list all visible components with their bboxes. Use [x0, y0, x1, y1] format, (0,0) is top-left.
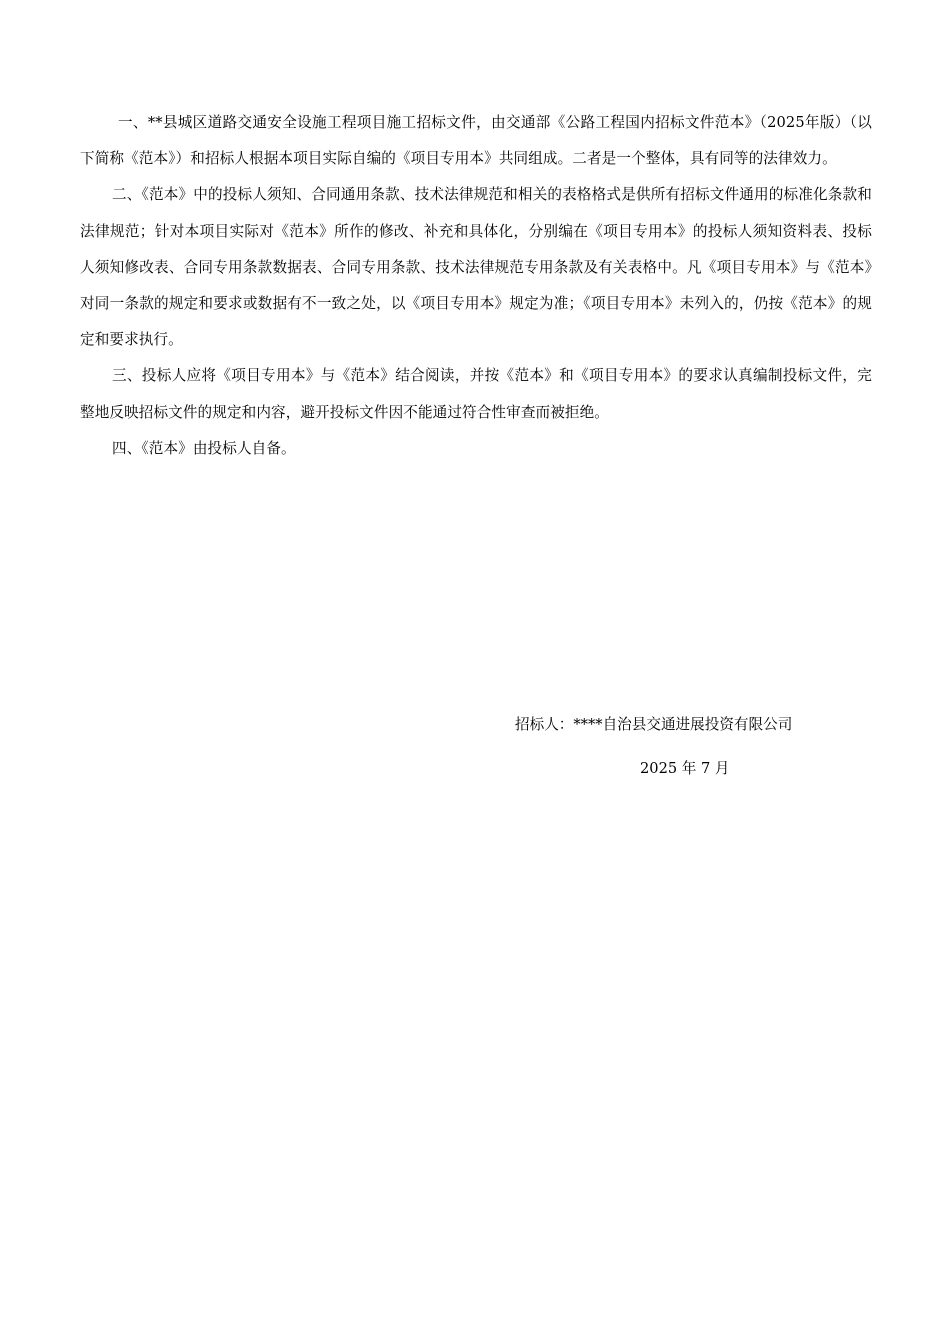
- paragraph-1: 一、**县城区道路交通安全设施工程项目施工招标文件，由交通部《公路工程国内招标文件范本》（2025年版）（以下简称《范本》）和招标人根据本项目实际自编的《项目专用本》共同组成。二者是一个整体，具有同等的法律效力。: [80, 114, 872, 168]
- paragraph-3: 三、投标人应将《项目专用本》与《范本》结合阅读，并按《范本》和《项目专用本》的要求认真编制投标文件，完整地反映招标文件的规定和内容，避开投标文件因不能通过符合性审查而被拒绝。: [80, 367, 872, 421]
- paragraph-4: 四、《范本》由投标人自备。: [112, 439, 296, 457]
- signature-date: 2025 年 7 月: [640, 760, 730, 777]
- paragraph-2: 二、《范本》中的投标人须知、合同通用条款、技术法律规范和相关的表格格式是供所有招标文件通用的标准化条款和法律规范；针对本项目实际对《范本》所作的修改、补充和具体化，分别编在《项目专用本》的投标人须知资料表、投标人须知修改表、合同专用条款数据表、合同专用条款、技术法律规范专用条款及有关表格中。凡《项目专用本》与《范本》对同一条款的规定和要求或数据有不一致之处，以《项目专用本》规定为准；《项目专用本》未列入的，仍按《范本》的规定和要求执行。: [80, 186, 872, 349]
- document-body: [80, 105, 872, 467]
- tenderer-signature: 招标人：****自治县交通进展投资有限公司: [515, 716, 793, 733]
